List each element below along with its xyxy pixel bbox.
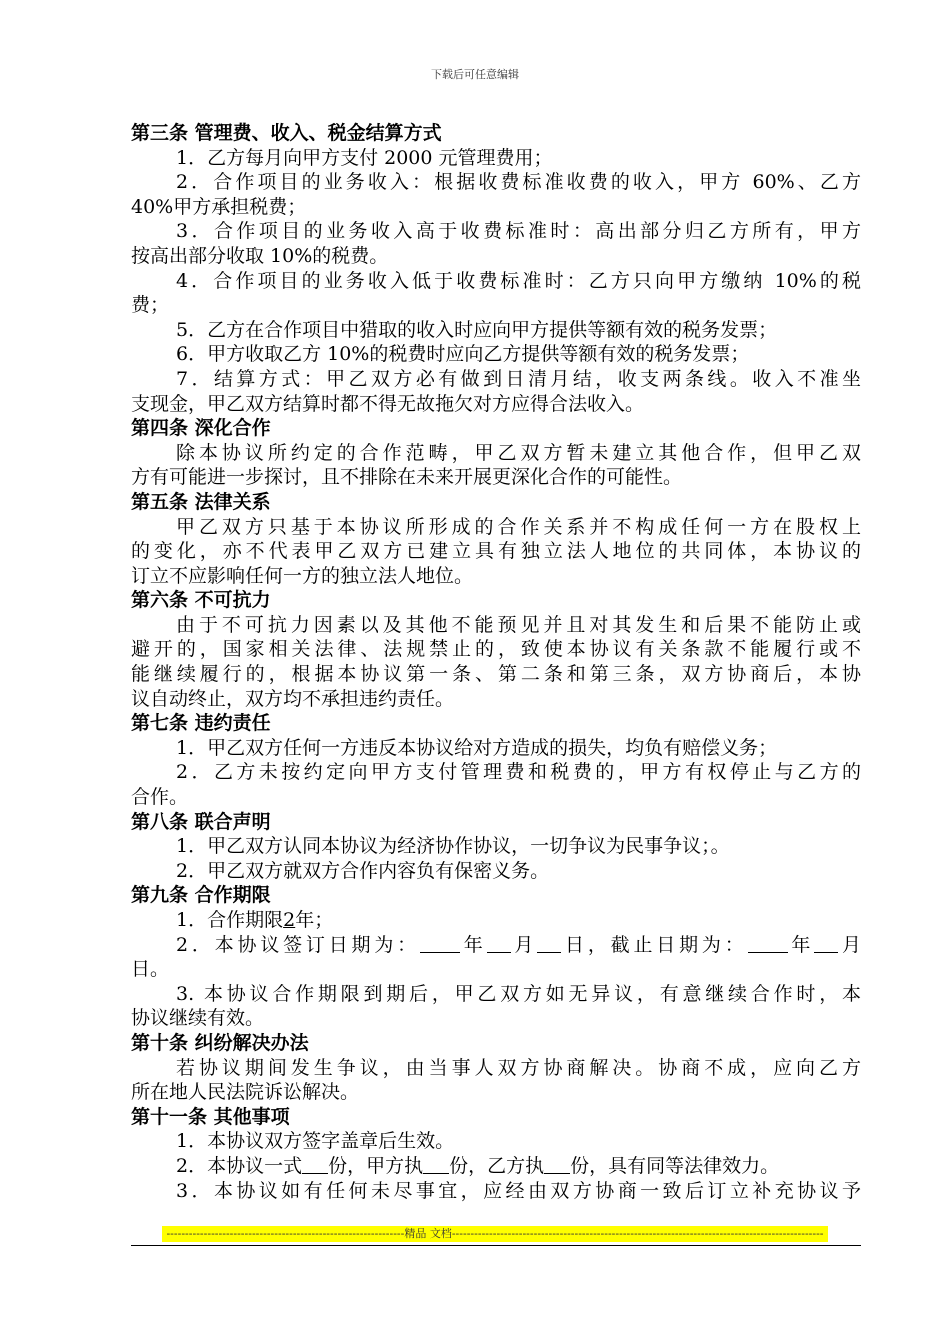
copies-party-b-label: 份，乙方执 [449, 1154, 545, 1177]
article-9-title: 第九条 合作期限 [131, 884, 271, 907]
article-6-line-3: 能继续履行的，根据本协议第一条、第二条和第三条，双方协商后，本协 [131, 663, 861, 686]
article-5-line-2: 的变化，亦不代表甲乙双方已建立具有独立法人地位的共同体，本协议的 [131, 540, 861, 563]
header-note: 下载后可任意编辑 [431, 68, 519, 81]
article-9-item-2-line-2: 日。 [131, 958, 170, 981]
article-3-item-3-line-2: 按高出部分收取 10%的税费。 [131, 244, 389, 267]
end-year-label: 年 [787, 933, 815, 956]
article-6-line-4: 议自动终止，双方均不承担违约责任。 [131, 687, 455, 710]
article-9-item-3-line-2: 协议继续有效。 [131, 1007, 265, 1030]
sign-year-blank [420, 934, 460, 953]
article-7-item-2-line-1: 2．乙方未按约定向甲方支付管理费和税费的，甲方有权停止与乙方的 [176, 761, 861, 784]
article-10-line-2: 所在地人民法院诉讼解决。 [131, 1081, 360, 1104]
article-3-item-7-line-2: 支现金，甲乙双方结算时都不得无故拖欠对方应得合法收入。 [131, 392, 645, 415]
article-11-item-3: 3．本协议如有任何未尽事宜，应经由双方协商一致后订立补充协议予 [176, 1179, 861, 1202]
article-6-line-2: 避开的，国家相关法律、法规禁止的，致使本协议有关条款不能履行或不 [131, 638, 861, 661]
article-3-item-5: 5．乙方在合作项目中猎取的收入时应向甲方提供等额有效的税务发票； [176, 318, 778, 341]
sign-month-label: 月 [510, 933, 538, 956]
article-3-item-1: 1．乙方每月向甲方支付 2000 元管理费用； [176, 146, 553, 169]
article-11-item-2 [131, 1154, 861, 1179]
article-11-title: 第十一条 其他事项 [131, 1105, 290, 1128]
end-year-blank [748, 934, 788, 953]
article-11-item-1: 1．本协议双方签字盖章后生效。 [176, 1130, 455, 1153]
article-5-line-1: 甲乙双方只基于本协议所形成的合作关系并不构成任何一方在股权上 [176, 515, 861, 538]
article-5-line-3: 订立不应影响任何一方的独立法人地位。 [131, 564, 474, 587]
article-3-title: 第三条 管理费、收入、税金结算方式 [131, 122, 442, 144]
copies-party-a-label: 份，甲方执 [328, 1154, 424, 1177]
article-3-item-7-line-1: 7．结算方式：甲乙双方必有做到日清月结，收支两条线。收入不准坐 [176, 367, 861, 390]
article-9-item-1 [131, 908, 861, 933]
end-date-label: ，截止日期为： [587, 933, 748, 956]
term-label: 1．合作期限 [176, 909, 284, 931]
term-years: 2 [283, 909, 296, 931]
sign-date-label: 2．本协议签订日期为： [176, 933, 420, 956]
sign-month-blank [487, 934, 511, 953]
article-3-item-4-line-2: 费； [131, 294, 170, 317]
footer-rule [131, 1245, 861, 1246]
article-7-title: 第七条 违约责任 [131, 712, 271, 735]
copies-label: 2．本协议一式 [176, 1154, 303, 1177]
copies-party-a-blank [423, 1155, 449, 1174]
article-9-item-3-line-1: 3. 本协议合作期限到期后，甲乙双方如无异议，有意继续合作时，本 [176, 982, 861, 1005]
footer-dashes-right: ---------------------------------------------------------------------------------------------------- [451, 1227, 824, 1240]
article-7-item-2-line-2: 合作。 [131, 786, 189, 809]
sign-day-label: 日 [561, 933, 588, 956]
document-body [131, 121, 861, 1203]
term-unit: 年； [295, 909, 334, 931]
article-3-item-2-line-2: 40%甲方承担税费； [131, 195, 307, 218]
article-7-item-1: 1．甲乙双方任何一方违反本协议给对方造成的损失，均负有赔偿义务； [176, 736, 778, 759]
article-4-line-2: 方有可能进一步探讨，且不排除在未来开展更深化合作的可能性。 [131, 466, 683, 489]
article-10-line-1: 若协议期间发生争议，由当事人双方协商解决。协商不成，应向乙方 [176, 1056, 861, 1079]
copies-effect-label: 份，具有同等法律效力。 [570, 1154, 780, 1177]
copies-party-b-blank [544, 1155, 570, 1174]
end-month-blank [814, 934, 838, 953]
footer-label: 精品 文档 [404, 1227, 452, 1240]
sign-year-label: 年 [459, 933, 487, 956]
sign-day-blank [537, 934, 561, 953]
article-3-item-6: 6．甲方收取乙方 10%的税费时应向乙方提供等额有效的税务发票； [176, 343, 750, 366]
article-4-line-1: 除本协议所约定的合作范畴，甲乙双方暂未建立其他合作，但甲乙双 [176, 441, 861, 464]
article-8-item-2: 2．甲乙双方就双方合作内容负有保密义务。 [176, 859, 550, 882]
article-9-item-2-line-1 [131, 933, 861, 958]
article-4-title: 第四条 深化合作 [131, 417, 271, 440]
article-6-line-1: 由于不可抗力因素以及其他不能预见并且对其发生和后果不能防止或 [176, 613, 861, 636]
article-6-title: 第六条 不可抗力 [131, 589, 271, 612]
copies-total-blank [302, 1155, 328, 1174]
footer-banner [162, 1226, 828, 1242]
article-8-item-1: 1．甲乙双方认同本协议为经济协作协议，一切争议为民事争议；。 [176, 835, 730, 858]
article-3-item-4-line-1: 4．合作项目的业务收入低于收费标准时：乙方只向甲方缴纳 10%的税 [176, 269, 861, 292]
article-3-item-3-line-1: 3．合作项目的业务收入高于收费标准时：高出部分归乙方所有，甲方 [176, 220, 861, 243]
end-month-label: 月 [838, 933, 861, 956]
article-3-item-2-line-1: 2．合作项目的业务收入：根据收费标准收费的收入，甲方 60%、乙方 [176, 171, 861, 194]
footer-dashes-left: ---------------------------------------------------------------- [166, 1227, 405, 1240]
article-8-title: 第八条 联合声明 [131, 810, 271, 833]
article-10-title: 第十条 纠纷解决办法 [131, 1031, 309, 1054]
article-5-title: 第五条 法律关系 [131, 490, 271, 513]
